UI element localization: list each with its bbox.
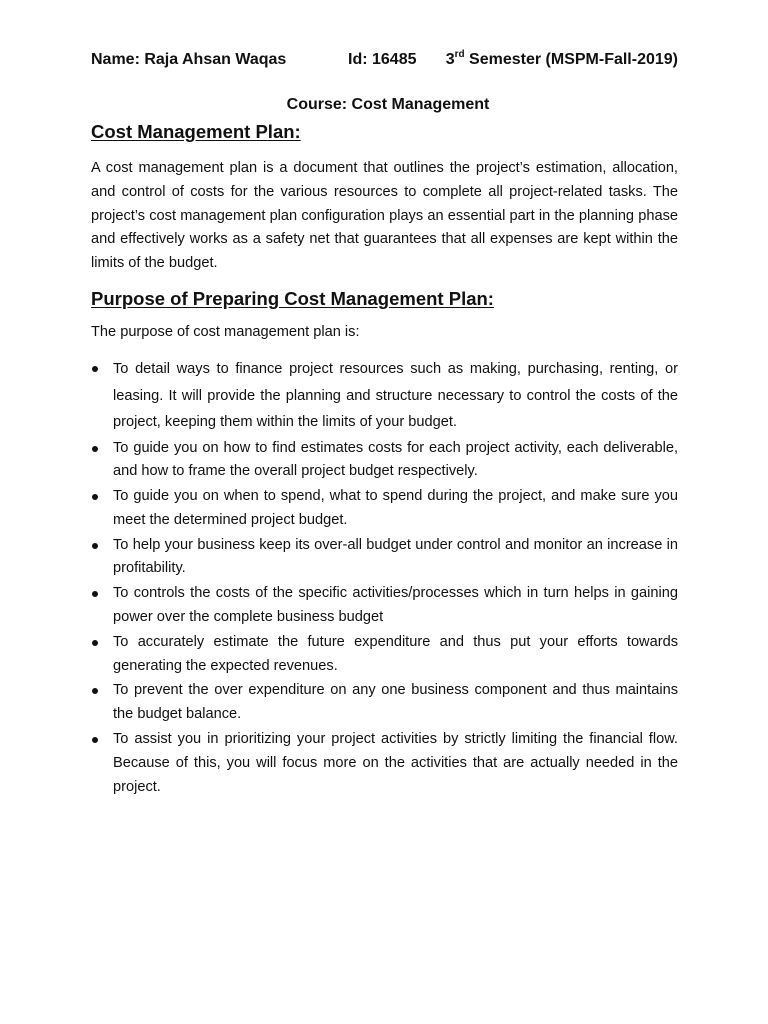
- semester-ordinal: rd: [454, 49, 465, 60]
- list-item-text: To accurately estimate the future expenditure and thus put your efforts towards generating the expected revenues.: [113, 633, 678, 674]
- student-name: Name: Raja Ahsan Waqas: [91, 51, 287, 68]
- bullet-icon: [92, 688, 98, 694]
- list-item: [91, 485, 678, 533]
- list-item-text: To assist you in prioritizing your project activities by strictly limiting the financial flow. Because of this, you will focus more on the activities that are actually needed in the project.: [113, 731, 678, 795]
- student-header: [91, 49, 678, 71]
- semester-label: Semester (MSPM-Fall-2019): [464, 51, 678, 68]
- purpose-list: [91, 356, 678, 800]
- intro-paragraph: A cost management plan is a document that outlines the project’s estimation, allocation, and control of costs for the various resources to complete all project-related tasks. The project’s cost management plan configuration plays an essential part in the planning phase and effectively works as a safety net that guarantees that all expenses are kept within the limits of the budget.: [91, 160, 678, 272]
- bullet-icon: [92, 591, 98, 597]
- course-title: Course: Cost Management: [286, 96, 490, 113]
- bullet-icon: [92, 446, 98, 452]
- semester-info: [446, 49, 678, 71]
- bullet-icon: [92, 543, 98, 549]
- list-item: [91, 728, 678, 799]
- list-item: [91, 631, 678, 679]
- list-item-text: To detail ways to finance project resources such as making, purchasing, renting, or leasing. It will provide the planning and structure necessary to control the costs of the project, keeping them within the limits of your budget.: [113, 361, 678, 430]
- list-item: [91, 679, 678, 727]
- list-item: [91, 582, 678, 630]
- list-item-text: To guide you on how to find estimates costs for each project activity, each deliverable, and how to frame the overall project budget respectively.: [113, 439, 678, 480]
- list-item: [91, 534, 678, 582]
- list-item: [91, 356, 678, 436]
- list-item-text: To controls the costs of the specific activities/processes which in turn helps in gaining power over the complete business budget: [113, 585, 678, 626]
- list-item-text: To guide you on when to spend, what to spend during the project, and make sure you meet the determined project budget.: [113, 488, 678, 528]
- section-heading-purpose: Purpose of Preparing Cost Management Plan:: [91, 288, 494, 309]
- purpose-lead: The purpose of cost management plan is:: [91, 324, 360, 340]
- bullet-icon: [92, 737, 98, 743]
- semester-number: 3: [445, 51, 455, 68]
- student-id: Id: 16485: [348, 51, 417, 68]
- list-item-text: To prevent the over expenditure on any one business component and thus maintains the budget balance.: [113, 682, 678, 723]
- bullet-icon: [92, 366, 98, 372]
- bullet-icon: [92, 494, 98, 500]
- bullet-icon: [92, 640, 98, 646]
- list-item-text: To help your business keep its over-all budget under control and monitor an increase in profitability.: [113, 536, 678, 577]
- section-heading-cost-management-plan: Cost Management Plan:: [91, 121, 301, 142]
- list-item: [91, 437, 678, 485]
